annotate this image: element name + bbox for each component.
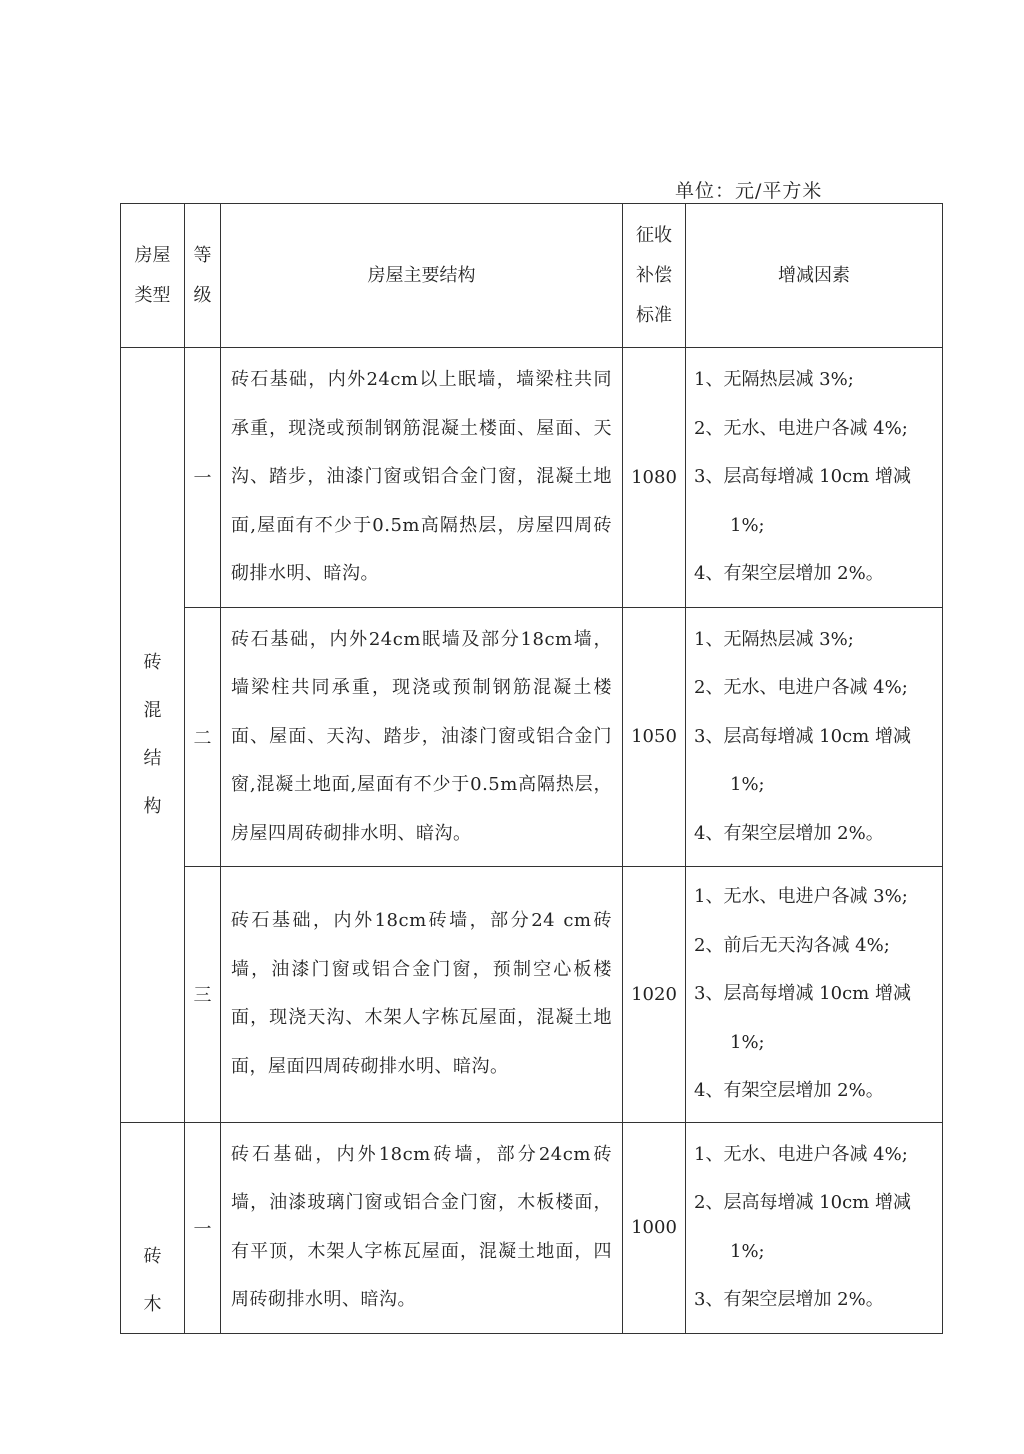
header-standard: 征收 补偿 标准 <box>623 204 686 348</box>
header-row <box>121 204 943 348</box>
header-structure: 房屋主要结构 <box>221 204 623 348</box>
house-type-cell: 砖 混 结 构 <box>121 348 185 1123</box>
standard-cell: 1080 <box>623 348 686 608</box>
compensation-table <box>120 203 943 1334</box>
table-row <box>121 348 943 608</box>
structure-cell: 砖石基础，内外24cm以上眠墙，墙梁柱共同承重，现浇或预制钢筋混凝土楼面、屋面、天沟、踏步，油漆门窗或铝合金门窗，混凝土地面,屋面有不少于0.5m高隔热层，房屋四周砖砌排水明、暗沟。 <box>221 348 623 608</box>
factors-cell: 1、无隔热层减 3%; 2、无水、电进户各减 4%; 3、层高每增减 10cm 增减 1%; 4、有架空层增加 2%。 <box>686 607 943 867</box>
grade-cell: 三 <box>185 867 221 1123</box>
structure-cell: 砖石基础，内外18cm砖墙，部分24 cm砖墙，油漆门窗或铝合金门窗，预制空心板楼面，现浇天沟、木架人字栋瓦屋面，混凝土地面，屋面四周砖砌排水明、暗沟。 <box>221 867 623 1123</box>
standard-cell: 1020 <box>623 867 686 1123</box>
house-type-cell: 砖 木 <box>121 1122 185 1333</box>
structure-cell: 砖石基础，内外18cm砖墙，部分24cm砖墙，油漆玻璃门窗或铝合金门窗，木板楼面，有平顶，木架人字栋瓦屋面，混凝土地面，四周砖砌排水明、暗沟。 <box>221 1122 623 1333</box>
header-factors: 增减因素 <box>686 204 943 348</box>
grade-cell: 一 <box>185 1122 221 1333</box>
table-row <box>121 1122 943 1333</box>
header-grade: 等 级 <box>185 204 221 348</box>
header-type: 房屋 类型 <box>121 204 185 348</box>
unit-label: 单位：元/平方米 <box>675 180 823 202</box>
factors-cell: 1、无水、电进户各减 4%; 2、层高每增减 10cm 增减 1%; 3、有架空层增加 2%。 <box>686 1122 943 1333</box>
standard-cell: 1000 <box>623 1122 686 1333</box>
table-row <box>121 607 943 867</box>
factors-cell: 1、无水、电进户各减 3%; 2、前后无天沟各减 4%; 3、层高每增减 10cm 增减 1%; 4、有架空层增加 2%。 <box>686 867 943 1123</box>
grade-cell: 二 <box>185 607 221 867</box>
grade-cell: 一 <box>185 348 221 608</box>
table-row <box>121 867 943 1123</box>
structure-cell: 砖石基础，内外24cm眠墙及部分18cm墙，墙梁柱共同承重，现浇或预制钢筋混凝土楼面、屋面、天沟、踏步，油漆门窗或铝合金门窗,混凝土地面,屋面有不少于0.5m高隔热层，房屋四周砖砌排水明、暗沟。 <box>221 607 623 867</box>
standard-cell: 1050 <box>623 607 686 867</box>
factors-cell: 1、无隔热层减 3%; 2、无水、电进户各减 4%; 3、层高每增减 10cm 增减 1%; 4、有架空层增加 2%。 <box>686 348 943 608</box>
